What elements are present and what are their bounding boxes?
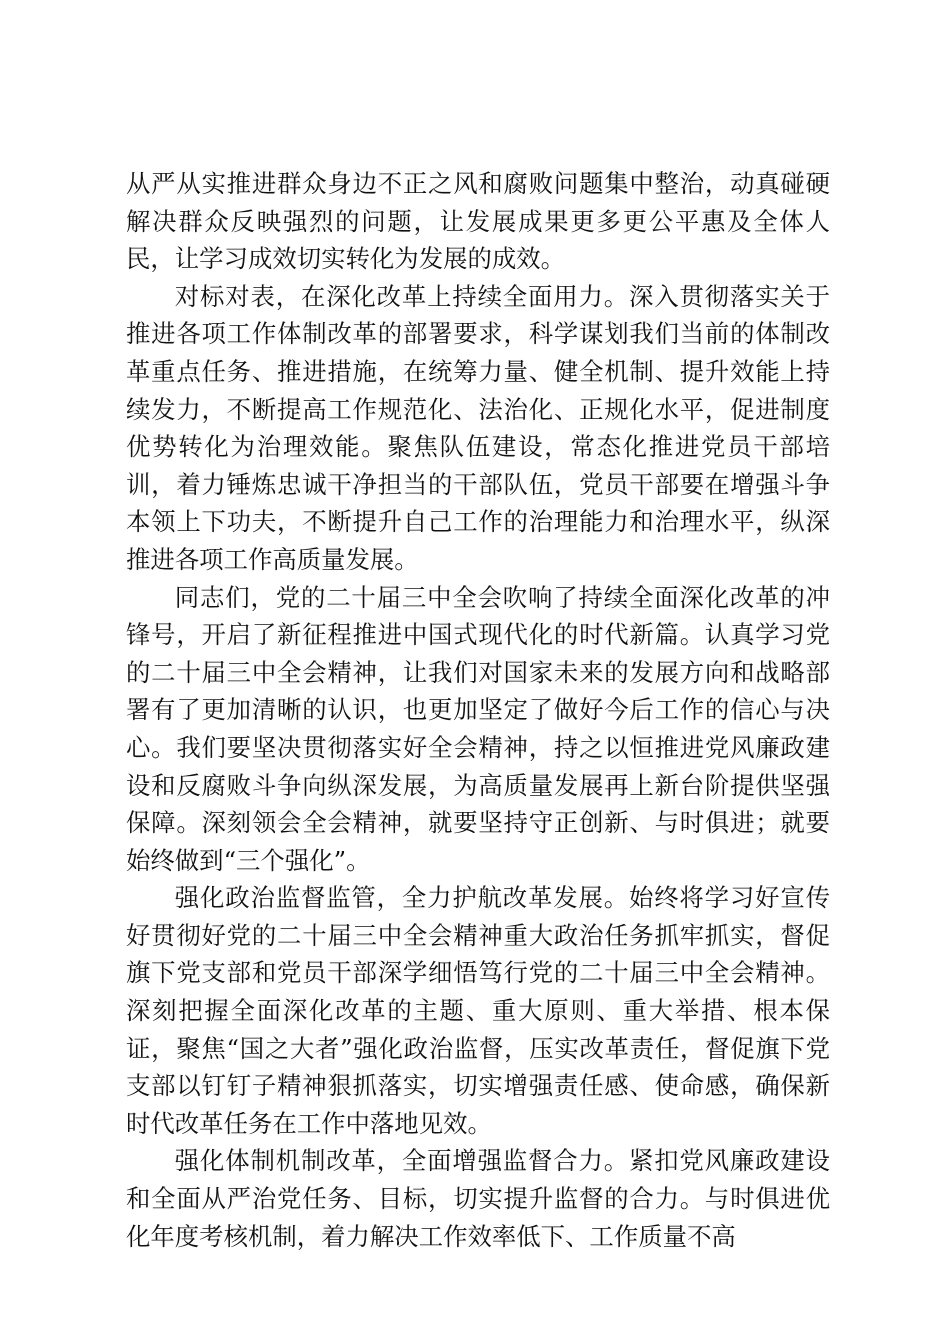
paragraph-institutional-reform: 强化体制机制改革，全面增强监督合力。紧扣党风廉政建设和全面从严治党任务、目标，切实提升监督的合力。与时俱进优化年度考核机制，着力解决工作效率低下、工作质量不高	[126, 1146, 830, 1251]
paragraph-plenary-session: 同志们，党的二十届三中全会吹响了持续全面深化改革的冲锋号，开启了新征程推进中国式现代化的时代新篇。认真学习党的二十届三中全会精神，让我们对国家未来的发展方向和战略部署有了更加清晰的认识，也更加坚定了做好今后工作的信心与决心。我们要坚决贯彻落实好全会精神，持之以恒推进党风廉政建设和反腐败斗争向纵深发展，为高质量发展再上新台阶提供坚强保障。深刻领会全会精神，就要坚持守正创新、与时俱进；就要始终做到“三个强化”。	[126, 582, 830, 875]
paragraph-deepen-reform: 对标对表，在深化改革上持续全面用力。深入贯彻落实关于推进各项工作体制改革的部署要求，科学谋划我们当前的体制改革重点任务、推进措施，在统筹力量、健全机制、提升效能上持续发力，不断提高工作规范化、法治化、正规化水平，促进制度优势转化为治理效能。聚焦队伍建设，常态化推进党员干部培训，着力锤炼忠诚干净担当的干部队伍，党员干部要在增强斗争本领上下功夫，不断提升自己工作的治理能力和治理水平，纵深推进各项工作高质量发展。	[126, 281, 830, 574]
document-body	[126, 165, 830, 1255]
paragraph-political-supervision: 强化政治监督监管，全力护航改革发展。始终将学习好宣传好贯彻好党的二十届三中全会精神重大政治任务抓牢抓实，督促旗下党支部和党员干部深学细悟笃行党的二十届三中全会精神。深刻把握全面深化改革的主题、重大原则、重大举措、根本保证，聚焦“国之大者”强化政治监督，压实改革责任，督促旗下党支部以钉钉子精神狠抓落实，切实增强责任感、使命感，确保新时代改革任务在工作中落地见效。	[126, 883, 830, 1138]
paragraph-continuation: 从严从实推进群众身边不正之风和腐败问题集中整治，动真碰硬解决群众反映强烈的问题，让发展成果更多更公平惠及全体人民，让学习成效切实转化为发展的成效。	[126, 169, 830, 274]
